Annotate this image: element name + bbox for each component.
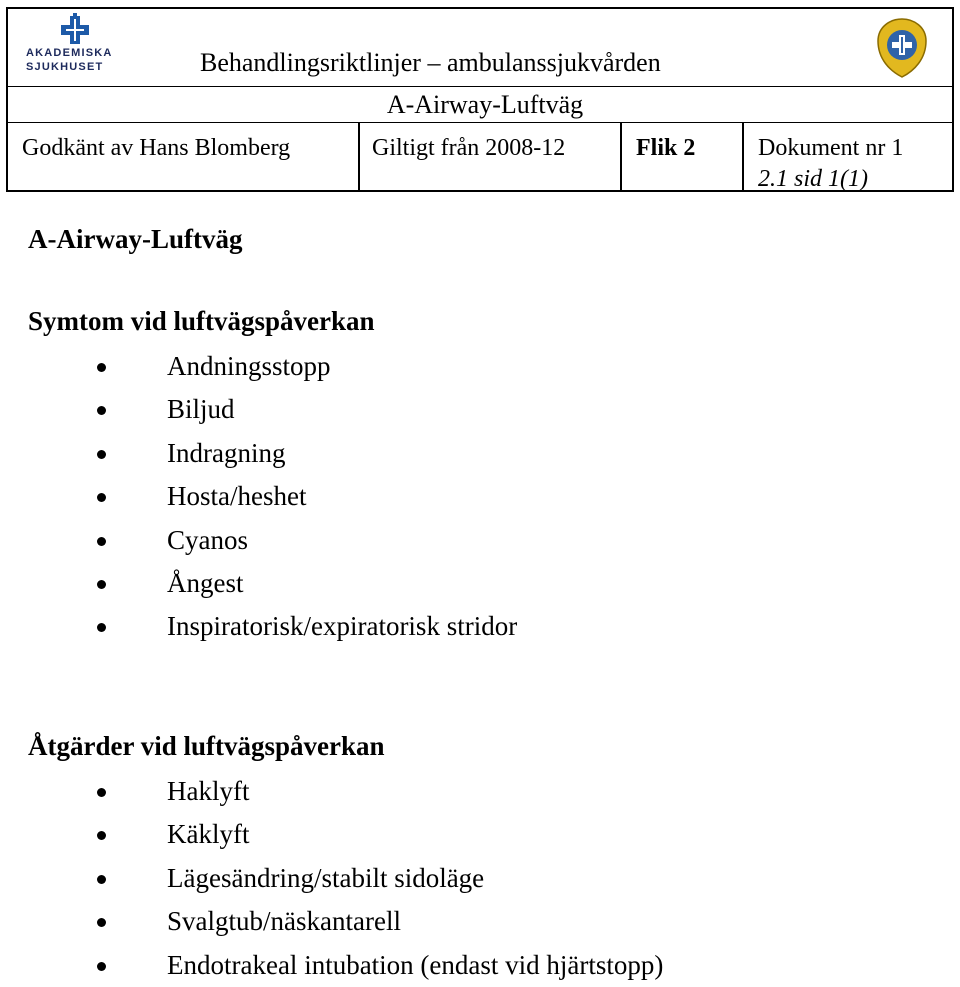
bullet-icon [97, 406, 106, 415]
header-top-row [8, 9, 952, 87]
tab-cell [622, 123, 744, 192]
bullet-icon [97, 788, 106, 797]
list-item-text: Ångest [167, 567, 244, 598]
bullet-icon [97, 962, 106, 971]
bullet-icon [97, 918, 106, 927]
tab-label: Flik 2 [636, 135, 696, 161]
bullet-icon [97, 623, 106, 632]
valid-from: Giltigt från 2008-12 [372, 135, 566, 161]
bullet-icon [97, 537, 106, 546]
ambulance-emblem-logo [874, 17, 930, 79]
list-item-text: Svalgtub/näskantarell [167, 906, 401, 937]
header-meta-row [8, 123, 952, 192]
list-item-text: Käklyft [167, 819, 250, 850]
document-number: Dokument nr 1 [758, 135, 904, 161]
header-title: Behandlingsriktlinjer – ambulanssjukvården [200, 48, 661, 77]
list-item-text: Haklyft [167, 776, 250, 806]
emblem-icon [874, 17, 930, 79]
document-title: A-Airway-Luftväg [28, 224, 243, 254]
actions-heading: Åtgärder vid luftvägspåverkan [28, 731, 385, 761]
document-page: 2.1 sid 1(1) [758, 166, 868, 192]
logo-text-line2: SJUKHUSET [26, 61, 104, 73]
list-item-text: Hosta/heshet [167, 481, 307, 512]
medical-cross-icon [20, 13, 130, 47]
approved-by: Godkänt av Hans Blomberg [22, 135, 291, 161]
list-item-text: Endotrakeal intubation (endast vid hjärtstopp) [167, 949, 664, 980]
bullet-icon [97, 493, 106, 502]
valid-from-cell [360, 123, 622, 192]
document-number-cell [744, 123, 952, 192]
list-item-text: Lägesändring/stabilt sidoläge [167, 862, 485, 893]
list-item-text: Inspiratorisk/expiratorisk stridor [167, 611, 518, 642]
bullet-icon [97, 580, 106, 589]
akademiska-sjukhuset-logo [20, 13, 130, 79]
bullet-icon [97, 875, 106, 884]
list-item-text: Biljud [167, 394, 235, 425]
header-subtitle: A-Airway-Luftväg [386, 90, 584, 119]
document-header [6, 7, 954, 192]
bullet-icon [97, 363, 106, 372]
header-subtitle-row [8, 87, 952, 123]
approved-by-cell [8, 123, 360, 192]
logo-text-line1: AKADEMISKA [26, 47, 113, 59]
list-item-text: Indragning [167, 437, 286, 468]
bullet-icon [97, 831, 106, 840]
list-item-text: Andningsstopp [167, 351, 331, 381]
list-item-text: Cyanos [167, 524, 248, 555]
bullet-icon [97, 450, 106, 459]
symptoms-heading: Symtom vid luftvägspåverkan [28, 306, 375, 336]
